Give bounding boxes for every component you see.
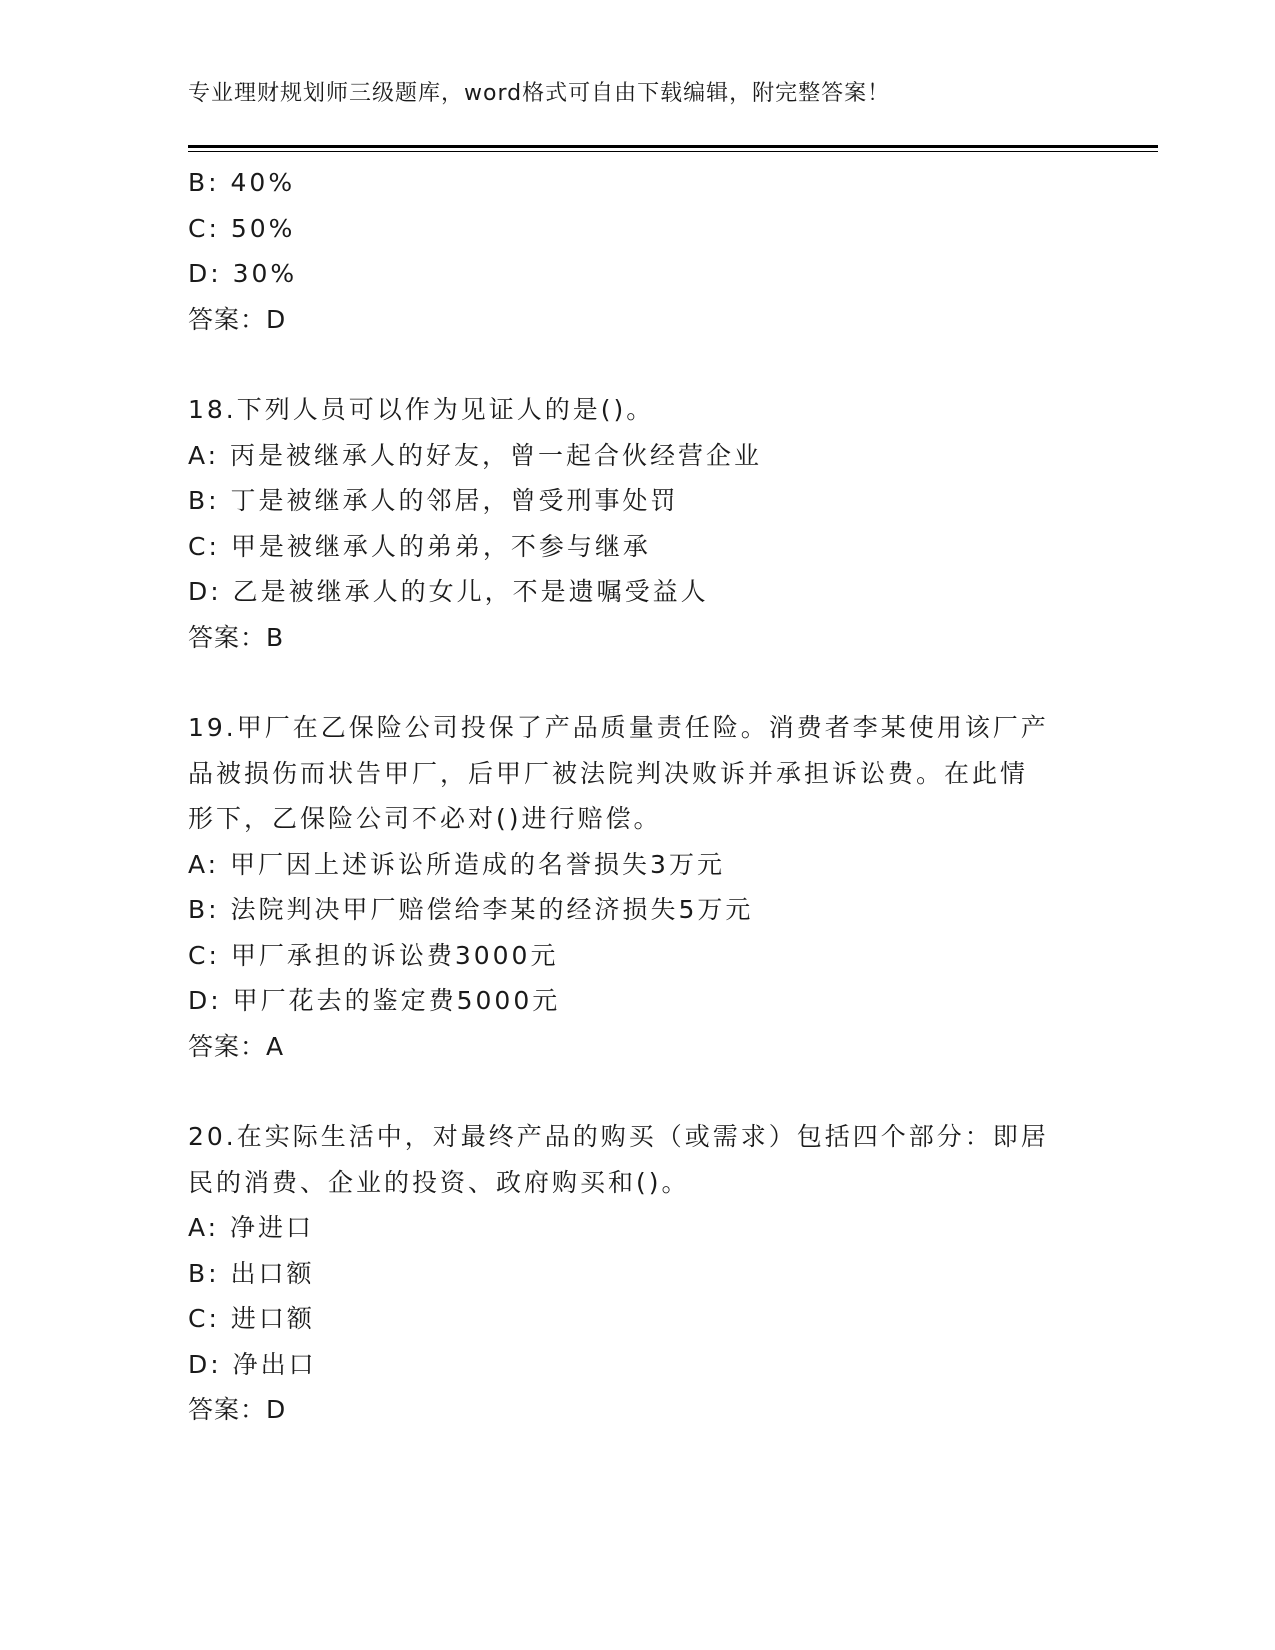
option-b: B: 40% — [188, 168, 296, 197]
option-c: C: 50% — [188, 213, 296, 243]
question-content — [188, 160, 1088, 1433]
prev-question-block — [188, 160, 1088, 342]
question-18 — [188, 387, 1088, 660]
option-d: D: 净出口 — [188, 1349, 317, 1379]
option-a: A: 丙是被继承人的好友，曾一起合伙经营企业 — [188, 440, 763, 470]
question-stem-line: 民的消费、企业的投资、政府购买和()。 — [188, 1167, 690, 1197]
question-stem-line: 19.甲厂在乙保险公司投保了产品质量责任险。消费者李某使用该厂产 — [188, 713, 1049, 742]
option-b: B: 丁是被继承人的邻居，曾受刑事处罚 — [188, 486, 679, 515]
header-rule-thin — [188, 151, 1158, 152]
question-19 — [188, 705, 1088, 1069]
question-20 — [188, 1114, 1088, 1433]
question-stem-line: 形下，乙保险公司不必对()进行赔偿。 — [188, 804, 662, 833]
option-b: B: 出口额 — [188, 1258, 315, 1288]
option-c: C: 甲是被继承人的弟弟，不参与继承 — [188, 531, 651, 561]
option-c: C: 进口额 — [188, 1304, 315, 1333]
option-d: D: 乙是被继承人的女儿，不是遗嘱受益人 — [188, 577, 709, 606]
question-stem-line: 20.在实际生活中，对最终产品的购买（或需求）包括四个部分：即居 — [188, 1122, 1049, 1151]
answer: 答案：B — [188, 622, 285, 652]
header-rule-thick — [188, 145, 1158, 148]
page-header: 专业理财规划师三级题库，word格式可自由下载编辑，附完整答案！ — [188, 81, 891, 106]
answer: 答案：D — [188, 304, 287, 334]
option-b: B: 法院判决甲厂赔偿给李某的经济损失5万元 — [188, 895, 754, 924]
option-a: A: 甲厂因上述诉讼所造成的名誉损失3万元 — [188, 849, 725, 879]
answer: 答案：A — [188, 1031, 285, 1061]
spacer — [188, 1069, 1088, 1114]
answer: 答案：D — [188, 1395, 287, 1424]
spacer — [188, 660, 1088, 705]
question-stem-line: 品被损伤而状告甲厂，后甲厂被法院判决败诉并承担诉讼费。在此情 — [188, 758, 1029, 788]
spacer — [188, 342, 1088, 387]
option-d: D: 甲厂花去的鉴定费5000元 — [188, 986, 561, 1015]
option-c: C: 甲厂承担的诉讼费3000元 — [188, 940, 559, 970]
option-d: D: 30% — [188, 259, 298, 288]
question-stem: 18.下列人员可以作为见证人的是()。 — [188, 395, 655, 424]
option-a: A: 净进口 — [188, 1213, 315, 1242]
